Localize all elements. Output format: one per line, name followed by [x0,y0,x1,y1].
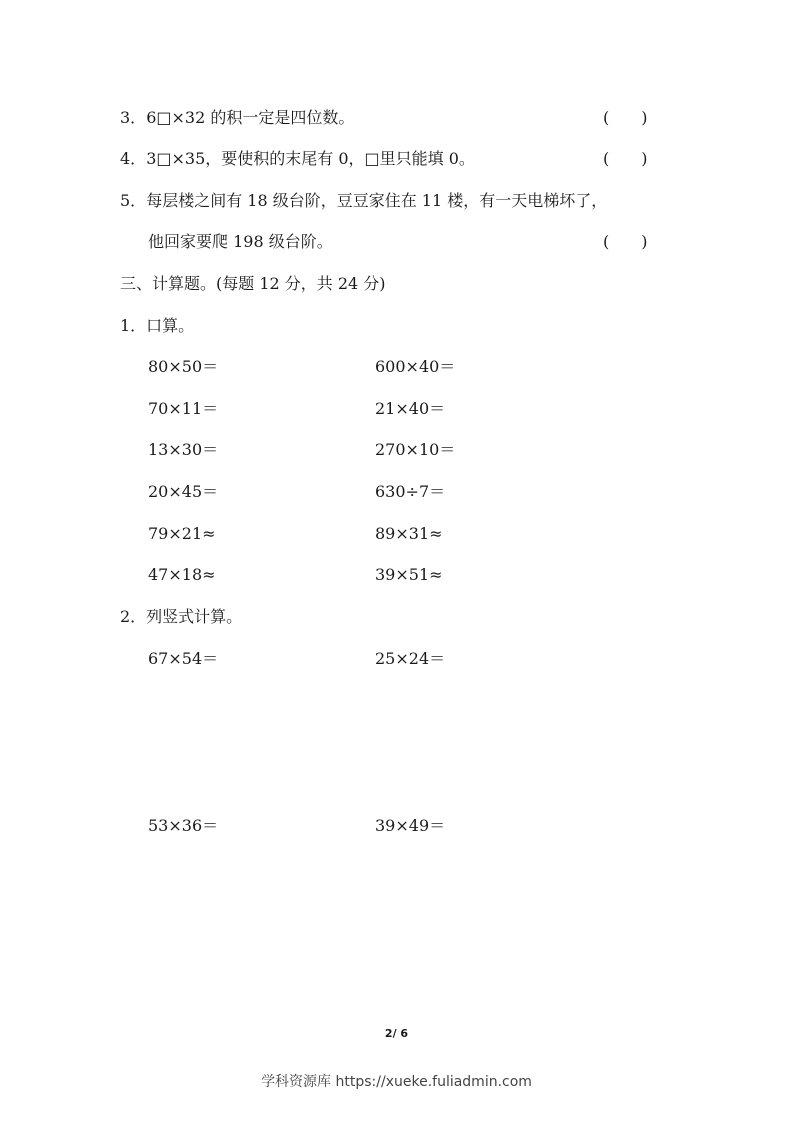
oral-problem: 270×10＝ [375,440,456,459]
question-number: 4． [120,149,147,168]
answer-parentheses: ( ) [603,108,648,127]
vertical-problem: 53×36＝ [148,816,219,835]
oral-calc-title: 1．口算。 [120,316,195,335]
question-text: 6□×32 的积一定是四位数。 [146,108,355,127]
question-text: 每层楼之间有 18 级台阶，豆豆家住在 11 楼，有一天电梯坏了， [146,191,608,210]
question-number: 3． [120,108,147,127]
oral-problem: 20×45＝ [148,482,219,501]
oral-problem: 13×30＝ [148,440,219,459]
oral-problem: 79×21≈ [148,524,216,543]
oral-problem: 600×40＝ [375,357,456,376]
answer-parentheses: ( ) [603,232,648,251]
question-number: 5． [120,191,147,210]
answer-parentheses: ( ) [603,149,648,168]
vertical-problem: 39×49＝ [375,816,446,835]
oral-problem: 80×50＝ [148,357,219,376]
question-5 [120,191,607,211]
oral-problem: 70×11＝ [148,399,219,418]
question-4 [120,149,475,169]
oral-problem: 39×51≈ [375,565,443,584]
vertical-problem: 25×24＝ [375,649,446,668]
vertical-problem: 67×54＝ [148,649,219,668]
question-text: 3□×35，要使积的末尾有 0，□里只能填 0。 [146,149,475,168]
oral-problem: 21×40＝ [375,399,446,418]
oral-problem: 630÷7＝ [375,482,446,501]
vertical-calc-title: 2．列竖式计算。 [120,607,243,626]
oral-problem: 47×18≈ [148,565,216,584]
page-number: 2/ 6 [384,1027,409,1040]
section-heading: 三、计算题。(每题 12 分，共 24 分) [120,274,386,293]
footer-watermark: 学科资源库 https://xueke.fuliadmin.com [261,1074,532,1090]
question-3 [120,108,354,128]
question-5-continuation: 他回家要爬 198 级台阶。 [148,232,333,251]
oral-problem: 89×31≈ [375,524,443,543]
